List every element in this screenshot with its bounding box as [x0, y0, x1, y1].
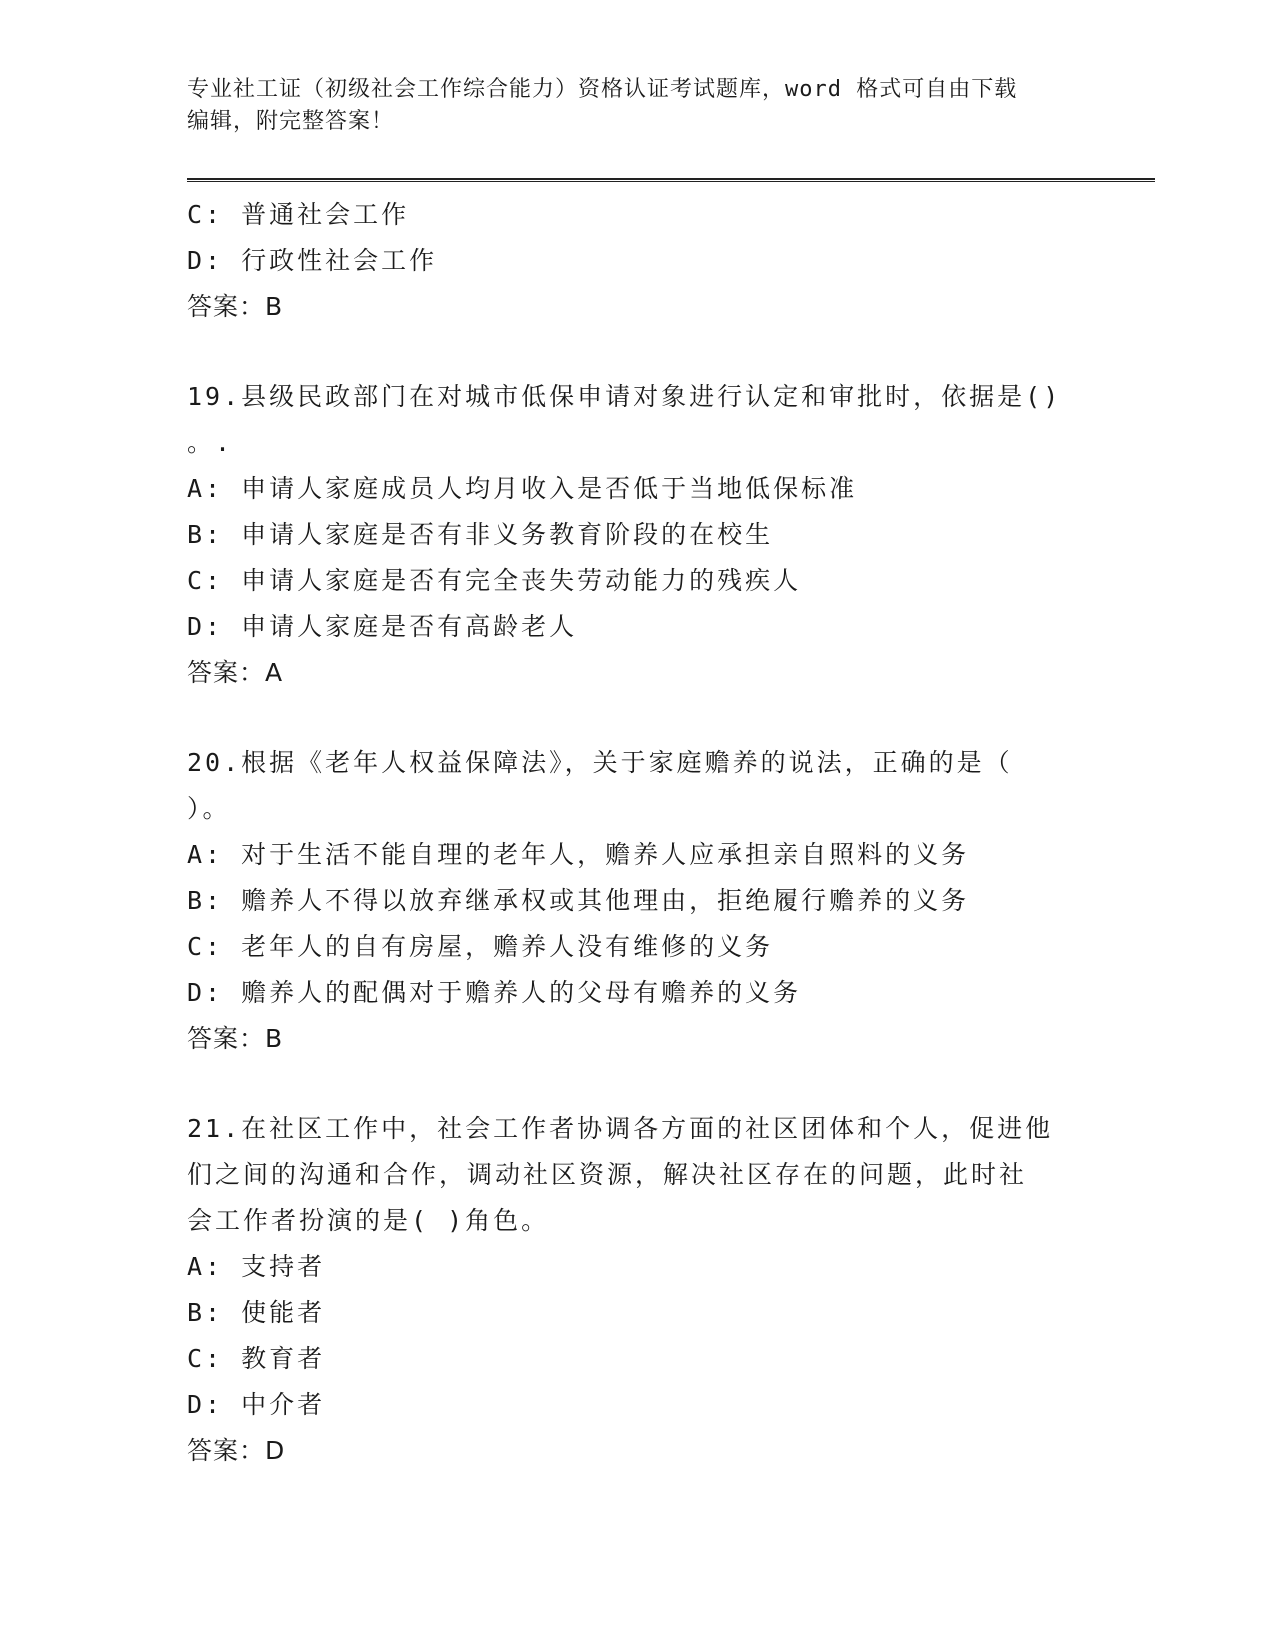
header-line-1: 专业社工证（初级社会工作综合能力）资格认证考试题库，word 格式可自由下载: [187, 77, 1018, 102]
stem-line: ）。: [187, 794, 231, 823]
answer-label: 答案：A: [187, 658, 284, 687]
question-list: [187, 192, 1087, 1474]
option-c: C: 申请人家庭是否有完全丧失劳动能力的残疾人: [187, 566, 802, 595]
question-stem: [187, 1106, 1067, 1244]
document-header: [187, 74, 1067, 138]
stem-line: 们之间的沟通和合作，调动社区资源，解决社区存在的问题，此时社: [187, 1160, 1028, 1189]
option-d: D: 赡养人的配偶对于赡养人的父母有赡养的义务: [187, 978, 802, 1007]
question-stem: [187, 374, 1067, 466]
answer-label: 答案：B: [187, 1024, 284, 1053]
question-18-tail: [187, 192, 1087, 330]
question-stem: [187, 740, 1067, 832]
option-d: D: 中介者: [187, 1390, 326, 1419]
question-21: [187, 1106, 1087, 1474]
header-line-2: 编辑，附完整答案！: [187, 109, 395, 134]
option-b: B: 使能者: [187, 1298, 326, 1327]
stem-line: 19.县级民政部门在对城市低保申请对象进行认定和审批时，依据是(): [187, 382, 1062, 411]
option-c: C: 老年人的自有房屋，赡养人没有维修的义务: [187, 932, 774, 961]
stem-line: 20.根据《老年人权益保障法》，关于家庭赡养的说法，正确的是（: [187, 748, 1013, 777]
stem-line: 。.: [187, 428, 234, 457]
stem-line: 21.在社区工作中，社会工作者协调各方面的社区团体和个人，促进他: [187, 1114, 1054, 1143]
spacer: [187, 330, 1087, 374]
option-a: A: 对于生活不能自理的老年人，赡养人应承担亲自照料的义务: [187, 840, 970, 869]
option-d: D: 申请人家庭是否有高龄老人: [187, 612, 578, 641]
option-a: A: 支持者: [187, 1252, 326, 1281]
question-19: [187, 374, 1087, 696]
option-b: B: 赡养人不得以放弃继承权或其他理由，拒绝履行赡养的义务: [187, 886, 970, 915]
option-b: B: 申请人家庭是否有非义务教育阶段的在校生: [187, 520, 774, 549]
option-a: A: 申请人家庭成员人均月收入是否低于当地低保标准: [187, 474, 858, 503]
header-divider: [187, 178, 1155, 182]
stem-line: 会工作者扮演的是( )角色。: [187, 1206, 550, 1235]
question-20: [187, 740, 1087, 1062]
spacer: [187, 1062, 1087, 1106]
option-c: C: 教育者: [187, 1344, 326, 1373]
answer-label: 答案：D: [187, 1436, 286, 1465]
option-d: D: 行政性社会工作: [187, 246, 438, 275]
option-c: C: 普通社会工作: [187, 200, 410, 229]
answer-label: 答案：B: [187, 292, 284, 321]
spacer: [187, 696, 1087, 740]
